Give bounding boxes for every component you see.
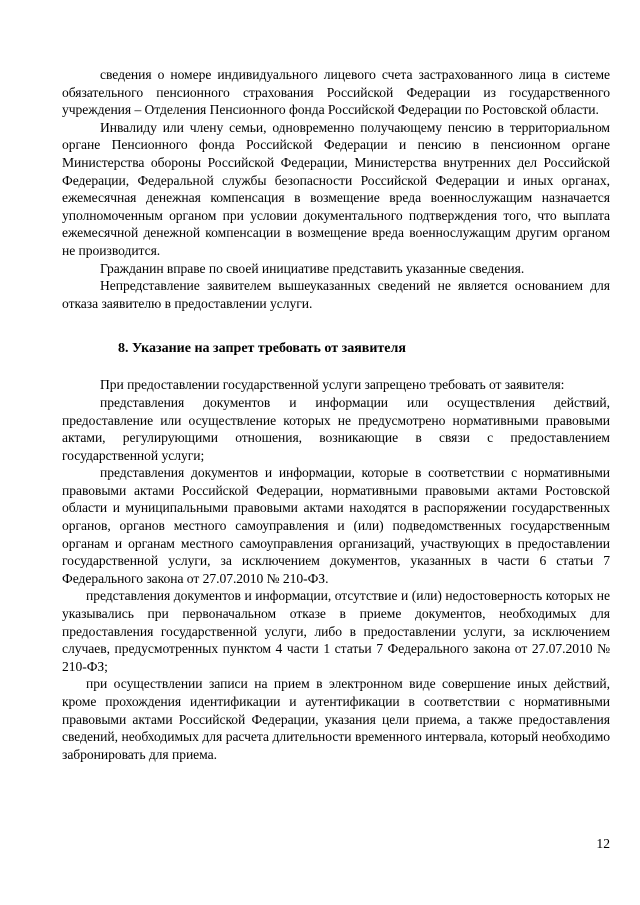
paragraph-prohibition-item-2: представления документов и информации, которые в соответствии с нормативными правовыми актами Российской Федерации, нормативными правовыми актами Ростовской области и муниципальными правовыми актами находятся в распоряжении государственных органов, органов местного самоуправления и (или) подведомственных государственным органам и органам местного самоуправления организаций, участвующих в предоставлении государственной услуги, за исключением документов, указанных в части 6 статьи 7 Федерального закона от 27.07.2010 № 210-ФЗ.	[62, 465, 610, 586]
paragraph-prohibition-item-3: представления документов и информации, отсутствие и (или) недостоверность которых не указывались при первоначальном отказе в приеме документов, необходимых для предоставления государственной услуги, либо в предоставлении услуги, за исключением случаев, предусмотренных пунктом 4 части 1 статьи 7 Федерального закона от 27.07.2010 № 210-ФЗ;	[62, 588, 610, 674]
paragraph-disabled-compensation: Инвалиду или члену семьи, одновременно получающему пенсию в территориальном органе Пенсионного фонда Российской Федерации и пенсию в пенсионном органе Министерства обороны Российской Федерации, Министерства внутренних дел Российской Федерации, Федеральной службы безопасности Российской Федерации и иных органах, ежемесячная денежная компенсация в возмещение вреда военнослужащим назначается уполномоченным органом при условии документального подтверждения того, что выплата ежемесячной денежной компенсации в возмещение вреда военнослужащим другим органом не производится.	[62, 119, 610, 258]
paragraph-citizen-right: Гражданин вправе по своей инициативе представить указанные сведения.	[100, 260, 525, 276]
section-heading-8: 8. Указание на запрет требовать от заявителя	[118, 341, 406, 357]
paragraph-non-submission: Непредставление заявителем вышеуказанных сведений не является основанием для отказа заявителю в предоставлении услуги.	[62, 278, 610, 311]
paragraph-prohibition-item-1: представления документов и информации или осуществления действий, предоставление или осуществление которых не предусмотрено нормативными правовыми актами, регулирующими отношения, возникающие в связи с предоставлением государственной услуги;	[62, 394, 610, 463]
paragraph-prohibition-item-4: при осуществлении записи на прием в электронном виде совершение иных действий, кроме прохождения идентификации и аутентификации в соответствии с нормативными правовыми актами Российской Федерации, указания цели приема, а также предоставления сведений, необходимых для расчета длительности временного интервала, который необходимо забронировать для приема.	[62, 676, 610, 762]
paragraph-prohibition-intro: При предоставлении государственной услуги запрещено требовать от заявителя:	[100, 377, 565, 393]
document-page	[62, 66, 610, 763]
page-number: 12	[596, 836, 610, 851]
paragraph-pension-account-info: сведения о номере индивидуального лицевого счета застрахованного лица в системе обязательного пенсионного страхования Российской Федерации из государственного учреждения – Отделения Пенсионного фонда Российской Федерации по Ростовской области.	[62, 67, 610, 118]
